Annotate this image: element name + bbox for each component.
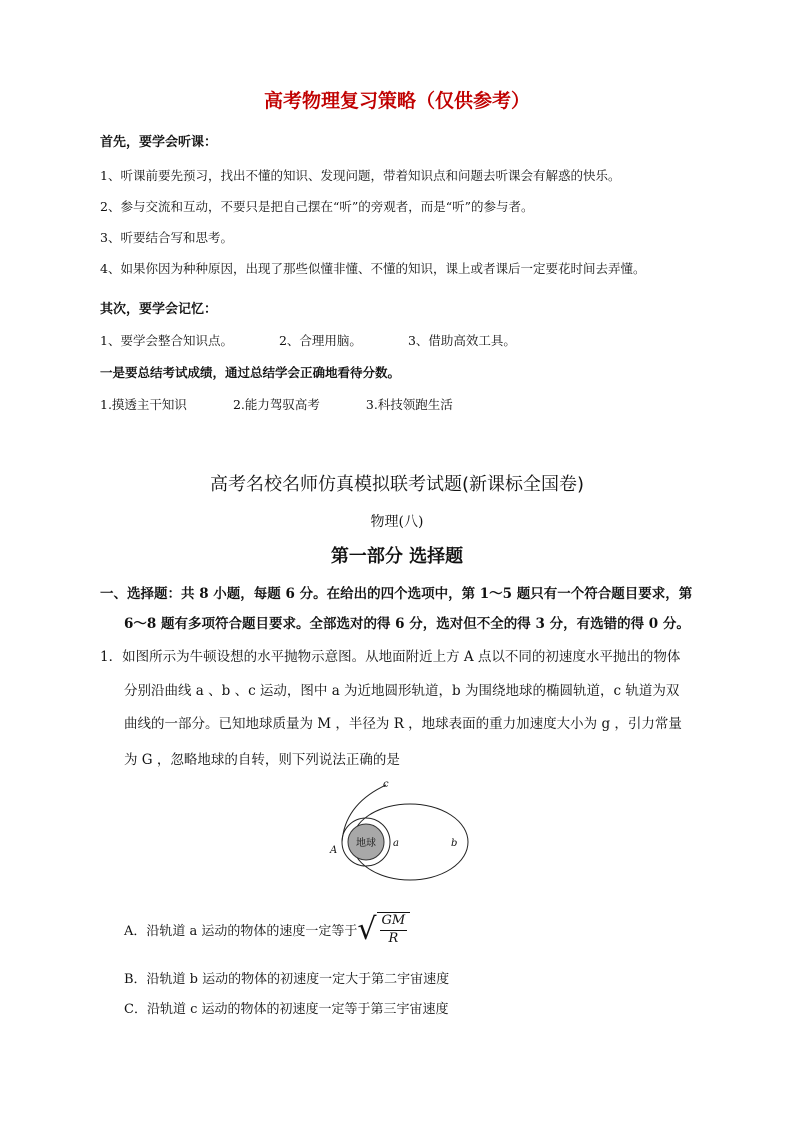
summary-items (100, 395, 499, 413)
first-item-2: 2、参与交流和互动，不要只是把自己摆在“听”的旁观者，而是“听”的参与者。 (100, 199, 534, 214)
first-item-3: 3、听要结合写和思考。 (100, 230, 233, 245)
earth-label: 地球 (356, 838, 376, 849)
instruction-line-2: 6～8 题有多项符合题目要求。全部选对的得 6 分，选对但不全的得 3 分，有选错的得 0 分。 (124, 616, 690, 632)
part-title: 第一部分 选择题 (330, 546, 464, 567)
question-1-line-3: 曲线的一部分。已知地球质量为 M ，半径为 R ，地球表面的重力加速度大小为 g ，引力常量 (124, 716, 682, 732)
sqrt-icon: √ (357, 911, 377, 947)
question-1-line-1: 1．如图所示为牛顿设想的水平抛物示意图。从地面附近上方 A 点以不同的初速度水平抛出的物体 (100, 649, 681, 665)
option-a-formula (357, 912, 410, 948)
memory-item-2: 2、合理用脑。 (278, 333, 362, 348)
orbit-diagram (320, 775, 480, 885)
option-c: C．沿轨道 c 运动的物体的初速度一定等于第三宇宙速度 (124, 1002, 449, 1017)
first-item-4: 4、如果你因为种种原因，出现了那些似懂非懂、不懂的知识，课上或者课后一定要花时间去弄懂。 (100, 261, 646, 276)
label-b: b (451, 838, 458, 849)
option-a-numerator: GM (380, 913, 408, 931)
exam-subject: 物理(八) (370, 514, 424, 530)
first-heading: 首先，要学会听课： (100, 135, 218, 150)
second-heading: 其次，要学会记忆： (100, 302, 218, 317)
option-a-denominator: R (388, 930, 399, 946)
label-A: A (330, 845, 338, 856)
memory-item-1: 1、要学会整合知识点。 (100, 333, 233, 348)
option-a (124, 912, 410, 948)
label-c: c (383, 779, 389, 790)
option-b: B．沿轨道 b 运动的物体的初速度一定大于第二宇宙速度 (124, 972, 450, 987)
label-a: a (393, 838, 399, 849)
exam-title: 高考名校名师仿真模拟联考试题(新课标全国卷) (209, 474, 585, 495)
summary-line: 一是要总结考试成绩，通过总结学会正确地看待分数。 (100, 365, 401, 380)
strategy-title: 高考物理复习策略（仅供参考） (263, 90, 530, 112)
question-1-line-4: 为 G ，忽略地球的自转，则下列说法正确的是 (124, 752, 400, 768)
option-a-text: A．沿轨道 a 运动的物体的速度一定等于 (124, 924, 358, 940)
question-1-line-2: 分别沿曲线 a 、b 、c 运动，图中 a 为近地圆形轨道，b 为围绕地球的椭圆轨道，c 轨道为双 (124, 683, 680, 699)
memory-items (100, 331, 562, 349)
summary-item-2: 2.能力驾驭高考 (232, 397, 320, 412)
summary-item-1: 1.摸透主干知识 (100, 397, 187, 412)
summary-item-3: 3.科技领跑生活 (365, 397, 453, 412)
instruction-line-1: 一、选择题：共 8 小题，每题 6 分。在给出的四个选项中，第 1～5 题只有一个符合题目要求，第 (100, 586, 693, 602)
first-item-1: 1、听课前要先预习，找出不懂的知识、发现问题，带着知识点和问题去听课会有解惑的快乐。 (100, 168, 621, 183)
memory-item-3: 3、借助高效工具。 (407, 333, 516, 348)
